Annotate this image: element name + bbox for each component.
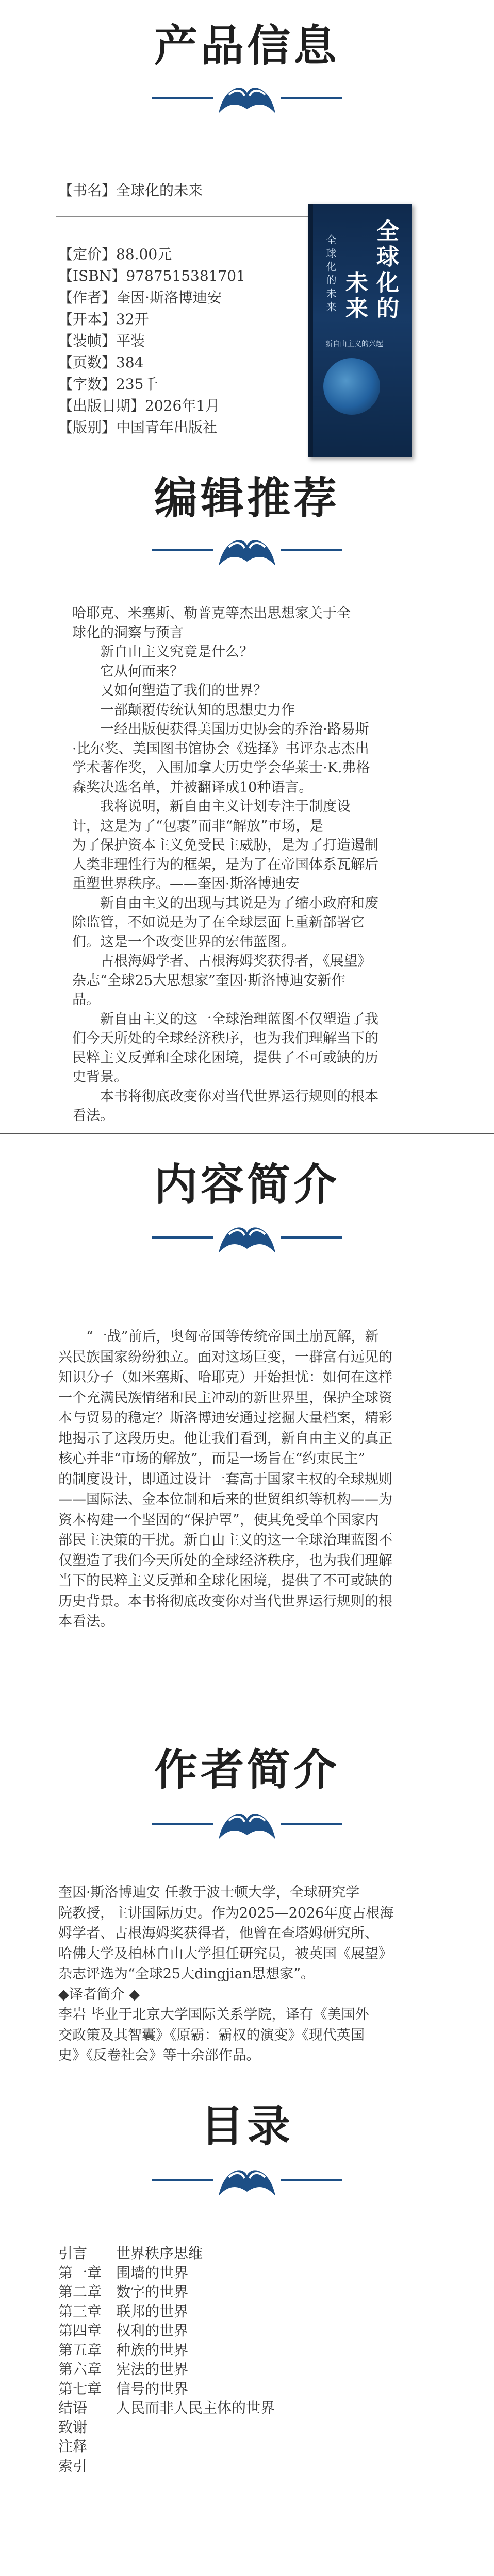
text-line: 品。 xyxy=(72,992,100,1008)
text-line: 古根海姆学者、古根海姆奖获得者，《展望》 xyxy=(100,953,372,969)
text-line: 一经出版便获得美国历史协会的乔治·路易斯 xyxy=(100,721,369,737)
text-line: 球化的洞察与预言 xyxy=(72,624,184,641)
toc-item-title: 围墙的世界 xyxy=(116,2264,189,2281)
book-meta-row: 【页数】384 xyxy=(58,354,144,371)
text-line: ◆译者简介 ◆ xyxy=(58,1986,140,2003)
text-line: 看法。 xyxy=(72,1108,114,1124)
text-line: 哈耶克、米塞斯、勒普克等杰出思想家关于全 xyxy=(72,605,351,621)
text-line: 森奖决选名单，并被翻译成10种语言。 xyxy=(72,779,313,795)
section-divider xyxy=(0,1133,494,1134)
section-title-product-info: 产品信息 xyxy=(154,21,340,71)
toc-item xyxy=(58,2399,275,2417)
text-line: 们今天所处的全球经济秩序，也为我们理解当下的 xyxy=(72,1030,378,1046)
cover-title-small: 全球化的未来 xyxy=(324,234,337,315)
text-line: 又如何塑造了我们的世界？ xyxy=(100,683,267,699)
text-line: 资本构建一个坚固的“保护罩”，使其免受单个国家内 xyxy=(58,1512,379,1528)
toc-item-number: 第三章 xyxy=(58,2302,102,2320)
text-line: 部民主决策的干扰。新自由主义的这一全球治理蓝图不 xyxy=(58,1532,392,1548)
toc-item-title: 数字的世界 xyxy=(116,2283,189,2300)
text-line: 本看法。 xyxy=(58,1614,114,1630)
editor-recommend-text xyxy=(72,604,433,1126)
toc-item xyxy=(58,2244,203,2263)
book-meta-row: 【ISBN】9787515381701 xyxy=(58,267,245,284)
toc-item-number: 第六章 xyxy=(58,2361,102,2378)
cover-spine xyxy=(308,204,313,457)
text-line: 知识分子（如米塞斯、哈耶克）开始担忧：如何在这样 xyxy=(58,1369,392,1385)
text-line: 仅塑造了我们今天所处的全球经济秩序，也为我们理解 xyxy=(58,1552,392,1569)
text-line: 一部颠覆传统认知的思想史力作 xyxy=(100,702,295,718)
toc-item-number: 索引 xyxy=(58,2457,88,2475)
toc-item-number: 第七章 xyxy=(58,2380,102,2397)
book-meta-row: 【版别】中国青年出版社 xyxy=(58,419,218,436)
toc-item xyxy=(58,2264,188,2282)
toc-item xyxy=(58,2457,116,2476)
text-line: ·比尔奖、美国图书馆协会《选择》书评杂志杰出 xyxy=(72,740,369,757)
text-line: ——国际法、金本位制和后来的世贸组织等机构——为 xyxy=(58,1492,392,1507)
toc-item-number: 第五章 xyxy=(58,2341,102,2359)
text-line: 杂志“全球25大思想家”奎因·斯洛博迪安新作 xyxy=(72,972,345,989)
section-title-editor-recommend: 编辑推荐 xyxy=(154,473,340,523)
text-line: 人类非理性行为的框架，是为了在帝国体系瓦解后 xyxy=(72,856,378,873)
wave-ornament-icon xyxy=(152,530,342,573)
wave-ornament-icon xyxy=(152,2160,342,2203)
toc-item-number: 第一章 xyxy=(58,2264,102,2281)
toc-item-number: 第二章 xyxy=(58,2283,102,2300)
toc-item-number: 致谢 xyxy=(58,2418,88,2436)
cover-title-line-2: 未来 xyxy=(341,270,368,322)
text-line: 学术著作奖，入围加拿大历史学会华莱士·K.弗格 xyxy=(72,760,370,776)
text-line: 杂志评选为“全球25大dingjian思想家”。 xyxy=(58,1966,315,1982)
wave-ornament-icon xyxy=(152,1217,342,1260)
text-line: 一个充满民族情绪和民主冲动的新世界里，保护全球资 xyxy=(58,1389,392,1406)
text-line: 新自由主义究竟是什么？ xyxy=(100,644,253,660)
toc-item-title: 联邦的世界 xyxy=(116,2302,189,2320)
content-intro-text xyxy=(58,1327,440,1632)
text-line: 本书将彻底改变你对当代世界运行规则的根本 xyxy=(100,1088,378,1105)
cover-title-line-1: 全球化的 xyxy=(372,219,399,322)
text-line: 民粹主义反弹和全球化困境，提供了不可或缺的历 xyxy=(72,1049,378,1066)
text-line: 哈佛大学及柏林自由大学担任研究员，被英国《展望》 xyxy=(58,1945,392,1962)
text-line: 新自由主义的出现与其说是为了缩小政府和废 xyxy=(100,895,378,911)
toc-item-title: 人民而非人民主体的世界 xyxy=(116,2399,275,2416)
toc-item-title: 权利的世界 xyxy=(116,2322,189,2339)
toc-item xyxy=(58,2302,188,2321)
book-cover-image xyxy=(308,204,412,457)
text-line: 我将说明，新自由主义计划专注于制度设 xyxy=(100,799,351,815)
text-line: 们。这是一个改变世界的宏伟蓝图。 xyxy=(72,934,295,950)
text-line: 史》《反卷社会》等十余部作品。 xyxy=(58,2047,260,2063)
book-meta-row: 【字数】235千 xyxy=(58,376,158,393)
toc-item xyxy=(58,2341,188,2360)
book-meta-row: 【开本】32开 xyxy=(58,311,149,328)
toc-item-title: 宪法的世界 xyxy=(116,2361,189,2378)
text-line: 姆学者、古根海姆奖获得者，他曾在查塔姆研究所、 xyxy=(58,1925,378,1941)
text-line: 历史背景。本书将彻底改变你对当代世界运行规则的根 xyxy=(58,1593,392,1609)
text-line: 重塑世界秩序。——奎因·斯洛博迪安 xyxy=(72,876,300,892)
section-title-content-intro: 内容简介 xyxy=(154,1159,340,1210)
author-intro-text xyxy=(58,1883,450,2066)
toc-item xyxy=(58,2437,116,2456)
toc-item xyxy=(58,2418,116,2437)
text-line: 的制度设计，即通过设计一套高于国家主权的全球规则 xyxy=(58,1471,392,1487)
text-line: 奎因·斯洛博迪安 任教于波士顿大学，全球研究学 xyxy=(58,1885,360,1901)
text-line: 本与贸易的稳定？斯洛博迪安通过挖掘大量档案，精彩 xyxy=(58,1410,392,1426)
text-line: 核心并非“市场的解放”，而是一场旨在“约束民主” xyxy=(58,1451,366,1467)
text-line: 院教授，主讲国际历史。作为2025—2026年度古根海 xyxy=(58,1905,394,1921)
text-line: 李岩 毕业于北京大学国际关系学院，译有《美国外 xyxy=(58,2007,369,2023)
toc-item xyxy=(58,2380,188,2398)
toc-item xyxy=(58,2321,188,2340)
book-meta-row: 【出版日期】2026年1月 xyxy=(58,397,220,414)
wave-ornament-icon xyxy=(152,1803,342,1846)
toc-item-title: 世界秩序思维 xyxy=(116,2245,203,2262)
text-line: 计，这是为了“包裹”而非“解放”市场，是 xyxy=(72,818,324,834)
text-line: 除监管，不如说是为了在全球层面上重新部署它 xyxy=(72,914,365,930)
cover-subtitle: 新自由主义的兴起 xyxy=(325,340,383,348)
text-line: “一战”前后，奥匈帝国等传统帝国土崩瓦解，新 xyxy=(86,1329,379,1345)
text-line: 新自由主义的这一全球治理蓝图不仅塑造了我 xyxy=(100,1011,378,1027)
toc-item xyxy=(58,2360,188,2379)
book-meta-row: 【定价】88.00元 xyxy=(58,246,172,263)
text-line: 交政策及其智囊》《原霸：霸权的演变》《现代英国 xyxy=(58,2027,365,2043)
text-line: 当下的民粹主义反弹和全球化困境，提供了不可或缺的 xyxy=(58,1573,392,1589)
book-meta-row: 【作者】奎因·斯洛博迪安 xyxy=(58,289,222,306)
book-title-row: 【书名】全球化的未来 xyxy=(58,182,203,199)
toc-item xyxy=(58,2283,188,2301)
toc-item-title: 信号的世界 xyxy=(116,2380,189,2397)
book-meta-row: 【装帧】平装 xyxy=(58,332,145,349)
toc-item-number: 引言 xyxy=(58,2245,88,2262)
toc-item-number: 第四章 xyxy=(58,2322,102,2339)
text-line: 为了保护资本主义免受民主威胁，是为了打造遏制 xyxy=(72,837,378,853)
section-title-author-intro: 作者简介 xyxy=(154,1744,340,1795)
text-line: 兴民族国家纷纷独立。面对这场巨变，一群富有远见的 xyxy=(58,1349,392,1365)
wave-ornament-icon xyxy=(152,77,342,121)
text-line: 它从何而来？ xyxy=(100,663,184,680)
section-title-toc: 目录 xyxy=(200,2101,293,2151)
text-line: 地揭示了这段历史。他让我们看到，新自由主义的真正 xyxy=(58,1430,392,1447)
toc-item-title: 种族的世界 xyxy=(116,2341,189,2359)
globe-graphic xyxy=(323,358,380,415)
toc-item-number: 注释 xyxy=(58,2438,88,2455)
text-line: 史背景。 xyxy=(72,1069,128,1085)
toc-item-number: 结语 xyxy=(58,2399,88,2416)
